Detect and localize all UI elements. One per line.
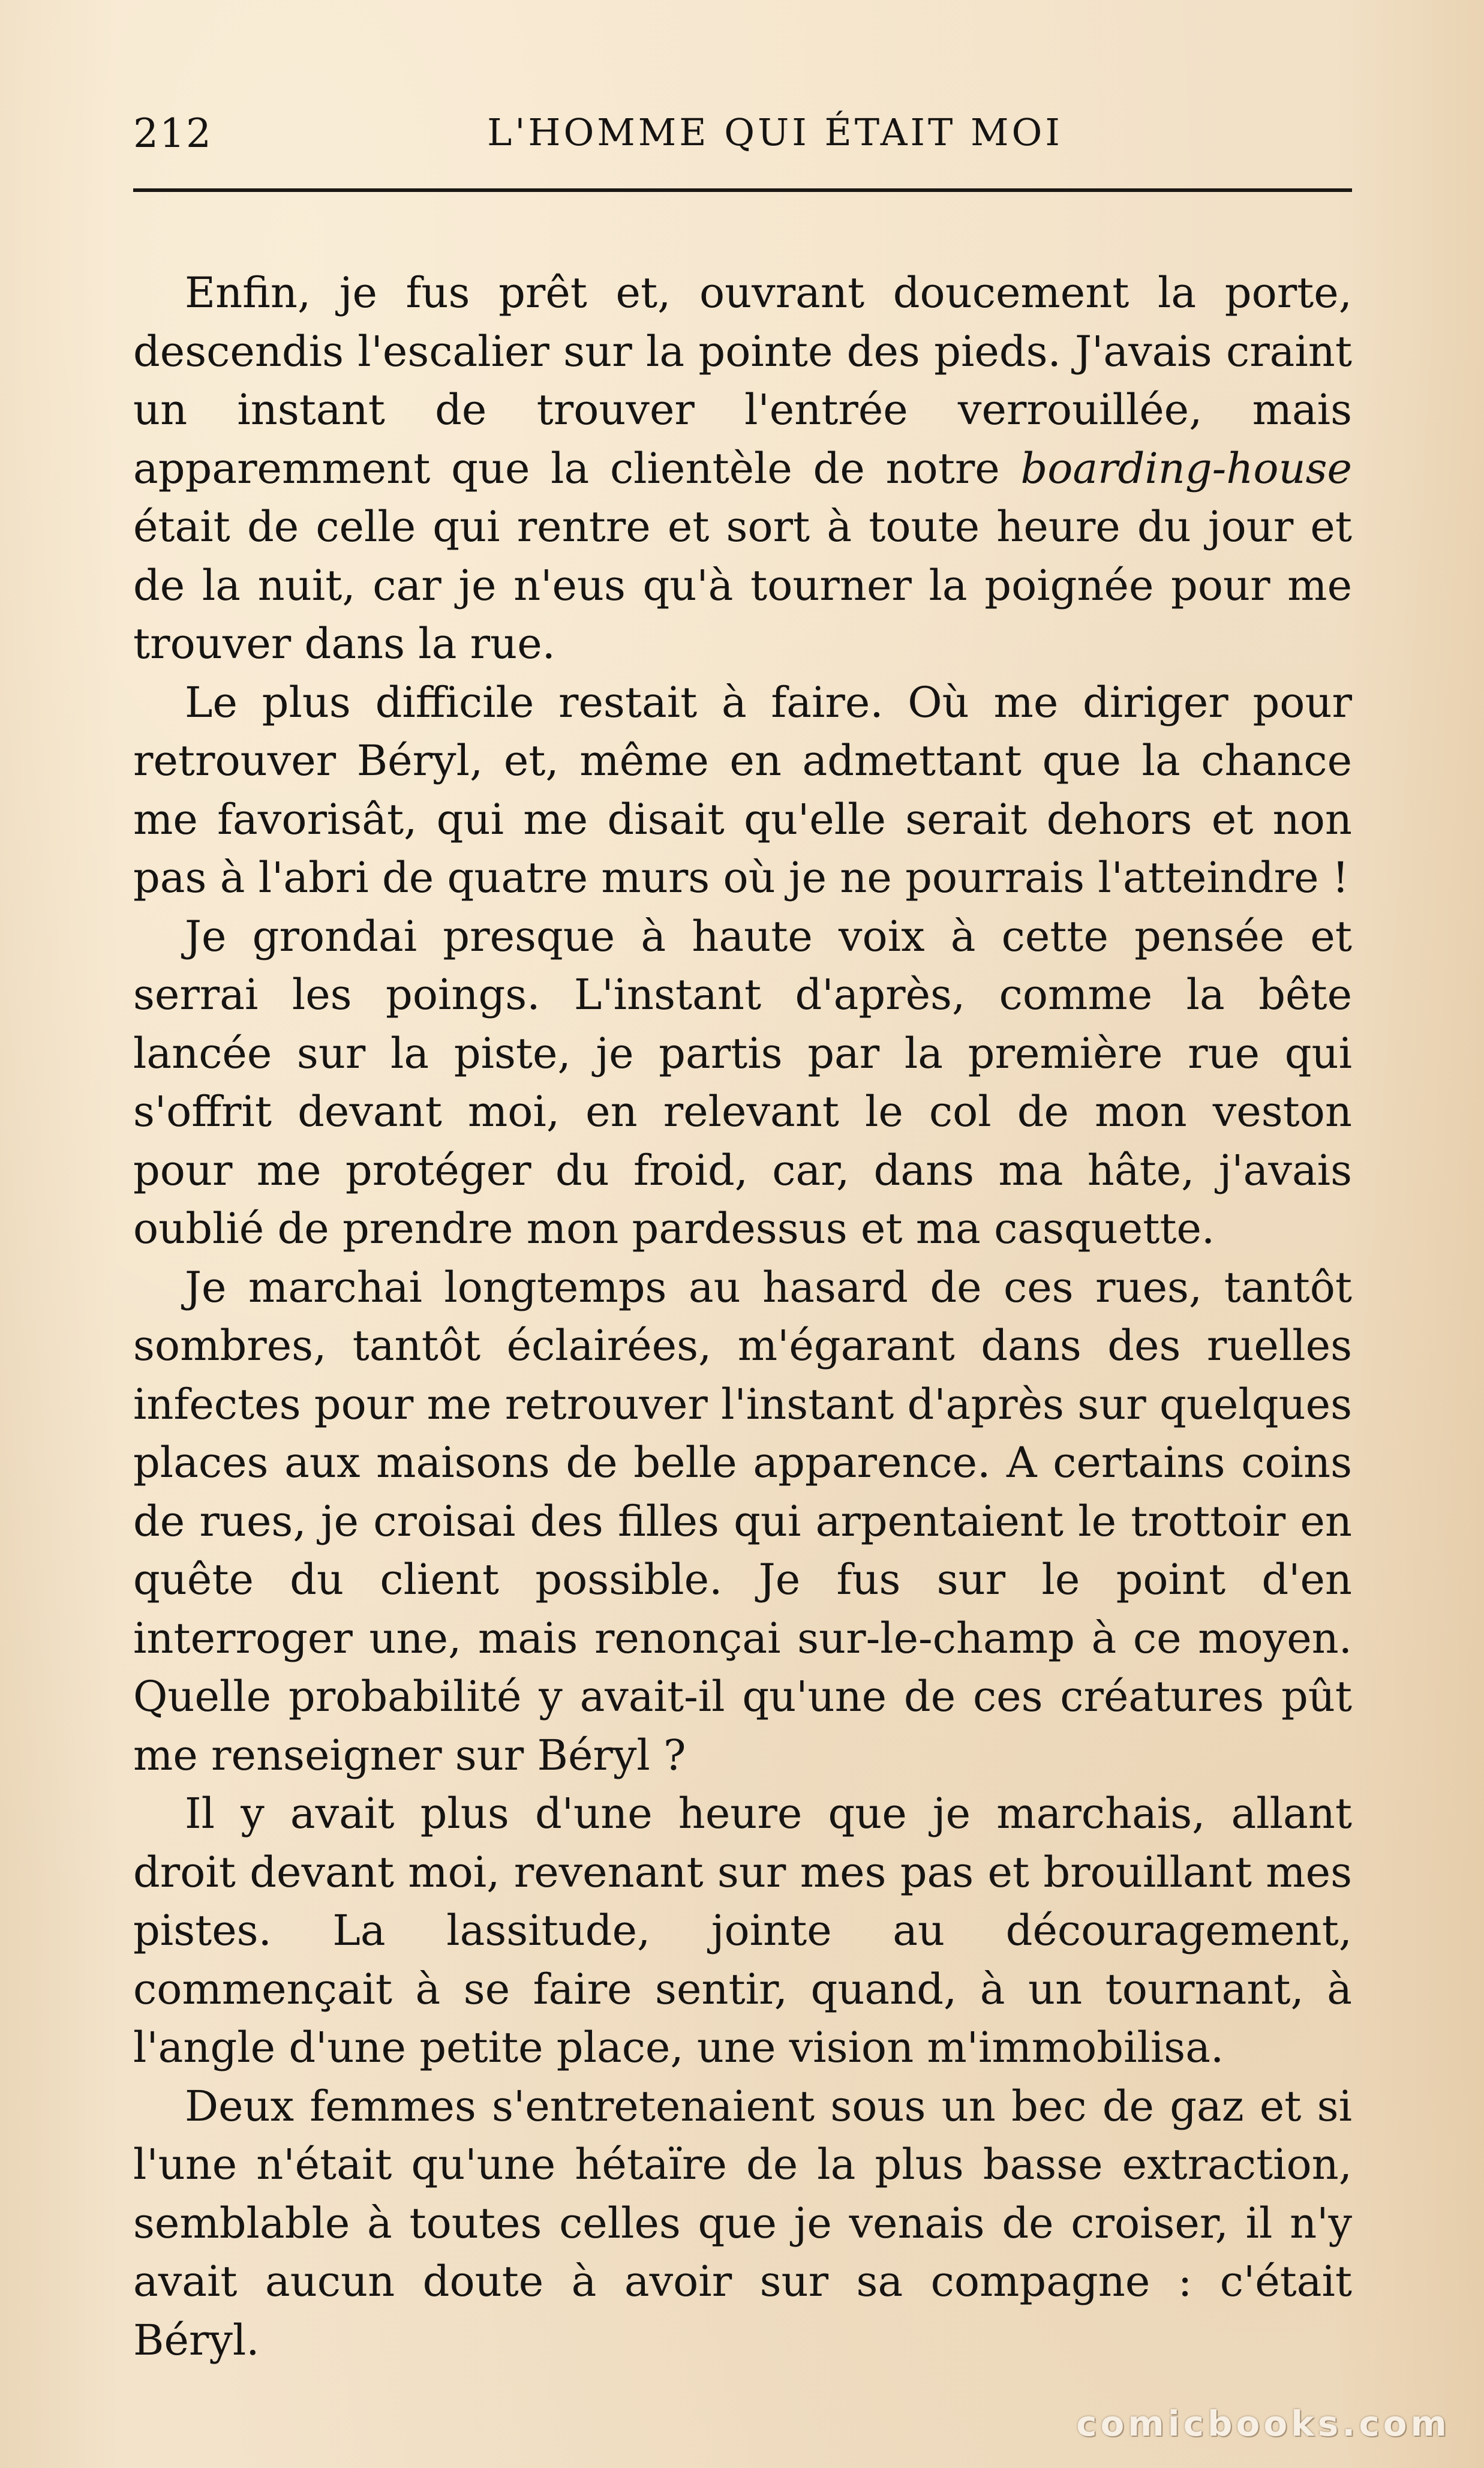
paragraph-5: Il y avait plus d'une heure que je marchais, allant droit devant moi, revenant sur mes pas et brouillant mes pistes. La lassitude, jointe au découragement, commençait à se faire sentir, quand, à un tournant, à l'angle d'une petite place, une vision m'immobilisa. [133,1789,1352,2072]
body-text [133,264,1352,2370]
paragraph-1-text-a: Enfin, je fus prêt et, ouvrant doucement la porte, descendis l'escalier sur la pointe des pieds. J'avais craint un instant de trouver l'entrée verrouillée, mais apparemment que la clientèle de notre [133,268,1352,493]
paragraph-1-text-b: était de celle qui rentre et sort à toute heure du jour et de la nuit, car je n'eus qu'à tourner la poignée pour me trouver dans la rue. [133,502,1352,668]
running-title: L'HOMME QUI ÉTAIT MOI [487,110,1063,154]
italic-term: boarding-house [1020,443,1352,493]
page-header [133,108,1351,180]
paragraph-6: Deux femmes s'entretenaient sous un bec de gaz et si l'une n'était qu'une hétaïre de la plus basse extraction, semblable à toutes celles que je venais de croiser, il n'y avait aucun doute à avoir sur sa compagne : c'était Béryl. [133,2081,1352,2365]
paragraph-3: Je grondai presque à haute voix à cette pensée et serrai les poings. L'instant d'après, comme la bête lancée sur la piste, je partis par la première rue qui s'offrit devant moi, en relevant le col de mon veston pour me protéger du froid, car, dans ma hâte, j'avais oublié de prendre mon pardessus et ma casquette. [133,911,1352,1253]
header-rule [133,188,1352,192]
paragraph-1 [133,264,1352,674]
paragraph-2: Le plus difficile restait à faire. Où me diriger pour retrouver Béryl, et, même en admettant que la chance me favorisât, qui me disait qu'elle serait dehors et non pas à l'abri de quatre murs où je ne pourrais l'atteindre ! [133,677,1352,902]
paragraph-4: Je marchai longtemps au hasard de ces rues, tantôt sombres, tantôt éclairées, m'égarant dans des ruelles infectes pour me retrouver l'instant d'après sur quelques places aux maisons de belle apparence. A certains coins de rues, je croisai des filles qui arpentaient le trottoir en quête du client possible. Je fus sur le point d'en interroger une, mais renonçai sur-le-champ à ce moyen. Quelle probabilité y avait-il qu'une de ces créatures pût me renseigner sur Béryl ? [133,1262,1352,1780]
page-number: 212 [133,110,212,157]
watermark: comicbooks.com [1076,2403,1450,2444]
